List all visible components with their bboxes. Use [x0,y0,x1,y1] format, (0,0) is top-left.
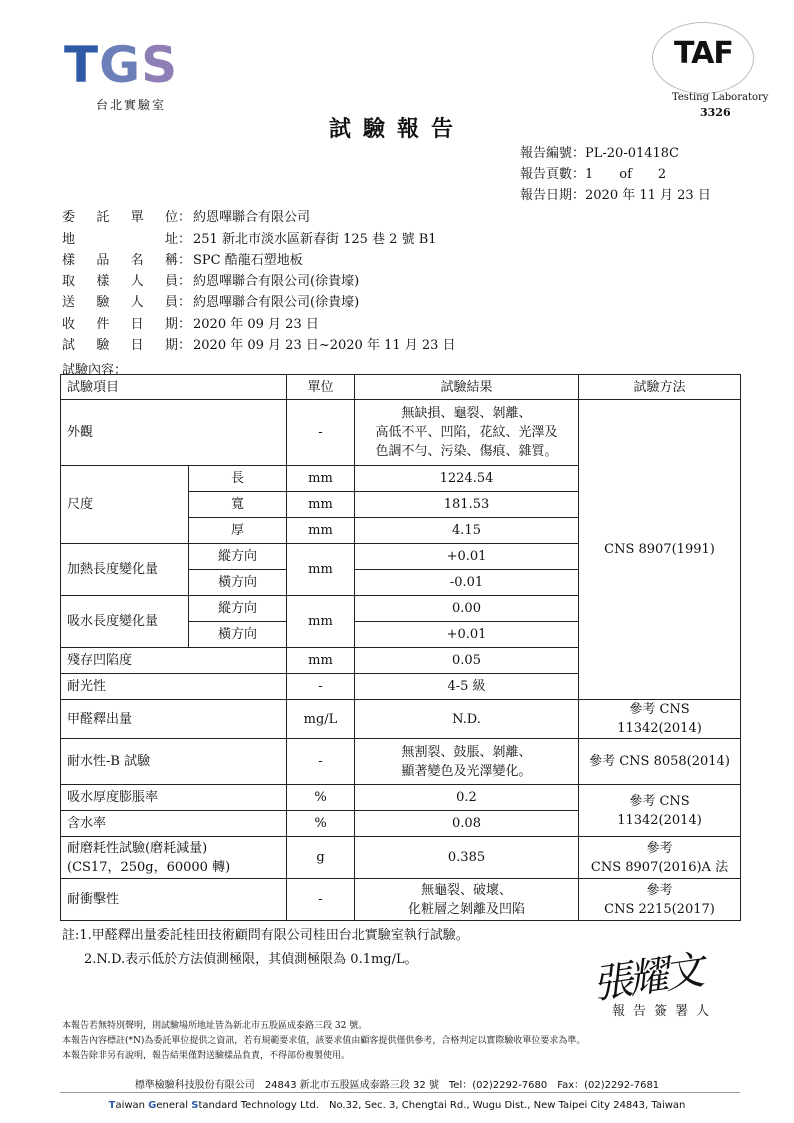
label-char: 人 [130,295,144,310]
result-line: 顯著變色及光澤變化。 [401,763,532,779]
method-line: 參考 [646,840,673,856]
result-cell: 181.53 [355,492,579,518]
result-cell: 4-5 級 [355,674,579,700]
result-cell: 4.15 [355,518,579,544]
label-char: 稱 [164,253,178,268]
client-info-label [62,313,178,332]
table-row [61,879,741,921]
label-char: 期 [164,338,178,353]
table-row [61,785,741,811]
disclaimer-1: 本報告若無特別聲明，則試驗場所地址皆為新北市五股區成泰路三段 32 號。 [62,1021,368,1031]
document-title: 試驗報告 [328,116,465,142]
result-line: 無缺損、龜裂、剝離、 [401,406,532,421]
method-cell: 參考 CNS 11342(2014) [579,700,741,739]
unit-cell: - [287,674,355,700]
label-char: 員 [164,295,178,310]
client-info-label [62,206,178,225]
client-info-value: 約恩嗶聯合有限公司 [193,210,311,225]
item-cell: 甲醛釋出量 [61,700,287,739]
label-char: 人 [130,274,144,289]
method-cell: 參考 CNS 11342(2014) [579,785,741,837]
disclaimer-2: 本報告內容標註(*N)為委託單位提供之資訊，若有規範要求值，該要求值由顧客提供僅供參考，合格判定以實際驗收單位要求為準。 [62,1036,586,1046]
result-cell: 0.05 [355,648,579,674]
item-cell: 尺度 [61,466,189,544]
result-cell: 0.2 [355,785,579,811]
unit-cell: mm [287,466,355,492]
item-cell: 加熱長度變化量 [61,544,189,596]
result-line: 化粧層之剝離及凹陷 [407,901,525,917]
disclaimer-3: 本報告除非另有說明，報告結果僅對送驗樣品負責，不得部份複製使用。 [62,1051,351,1061]
method-line: CNS 2215(2017) [604,901,715,917]
label-colon: ： [178,317,192,332]
result-cell: 1224.54 [355,466,579,492]
label-char: 品 [96,253,110,268]
tgs-logo: TGS [64,36,179,94]
result-cell: +0.01 [355,544,579,570]
footer-word: tandard Technology Ltd. [198,1100,319,1111]
unit-cell: - [287,400,355,466]
header-unit: 單位 [287,375,355,400]
label-char: 單 [130,210,144,225]
client-info-value: 約恩嗶聯合有限公司(徐貴壕) [193,274,360,289]
report-pages: 報告頁數：1 of 2 [520,167,667,182]
label-char: 名 [130,253,144,268]
result-cell: +0.01 [355,622,579,648]
client-info-row [62,291,359,310]
client-info-row [62,228,437,247]
client-info-label [62,228,178,247]
label-colon: ： [178,338,192,353]
client-info-value: 2020 年 09 月 23 日 [193,317,319,332]
table-row [61,837,741,879]
label-char: 位 [164,210,178,225]
footer-address: No.32, Sec. 3, Chengtai Rd., Wugu Dist., New Taipei City 24843, Taiwan [318,1100,686,1111]
label-char: 收 [62,317,76,332]
label-char: 期 [164,317,178,332]
client-info-row [62,334,456,353]
accreditation-label: Testing Laboratory [672,92,769,103]
sub-item-cell: 長 [189,466,287,492]
note-2: 2.N.D.表示低於方法偵測極限，其偵測極限為 0.1mg/L。 [84,952,418,967]
label-char: 送 [62,295,76,310]
method-line: 參考 [646,882,673,898]
label-colon: ： [178,295,192,310]
taf-logo: TAF [674,36,733,71]
item-cell: 殘存凹陷度 [61,648,287,674]
label-colon: ： [178,210,192,225]
label-char: 委 [62,210,76,225]
label-char: 地 [62,232,76,247]
results-table [60,374,741,921]
signatory-label: 報告簽署人 [612,1004,718,1019]
lab-subtitle: 台北實驗室 [96,98,167,112]
result-line: 色調不勻、污染、傷痕、雜質。 [375,444,558,459]
client-info-value: 約恩嗶聯合有限公司(徐貴壕) [193,295,360,310]
header-result: 試驗結果 [355,375,579,400]
label-char: 員 [164,274,178,289]
unit-cell: - [287,739,355,785]
client-info-value: 2020 年 09 月 23 日~2020 年 11 月 23 日 [193,338,456,353]
signature: 張耀文 [589,947,704,1009]
client-info-value: 251 新北市淡水區新春街 125 巷 2 號 B1 [193,232,437,247]
result-cell [355,739,579,785]
report-date: 報告日期：2020 年 11 月 23 日 [520,188,711,203]
result-cell: N.D. [355,700,579,739]
table-row [61,400,741,466]
client-info-label [62,291,178,310]
unit-cell: mm [287,492,355,518]
client-info-label [62,270,178,289]
client-info-label [62,334,178,353]
header-method: 試驗方法 [579,375,741,400]
label-char: 樣 [62,253,76,268]
accreditation-number: 3326 [700,106,731,119]
report-number: 報告編號：PL-20-01418C [520,146,680,161]
table-row [61,700,741,739]
method-cell: 參考 CNS 8058(2014) [579,739,741,785]
footer-english [0,1096,794,1111]
label-char: 試 [62,338,76,353]
result-cell [355,879,579,921]
item-cell: 耐水性-B 試驗 [61,739,287,785]
unit-cell: g [287,837,355,879]
unit-cell: mm [287,596,355,648]
result-cell: 0.385 [355,837,579,879]
sub-item-cell: 橫方向 [189,570,287,596]
footer-initial: T [108,1100,116,1111]
method-line: CNS 8907(2016)A 法 [590,859,729,875]
unit-cell: % [287,811,355,837]
label-char [131,228,144,247]
unit-cell: mm [287,518,355,544]
sub-item-cell: 橫方向 [189,622,287,648]
footer-initial: S [191,1100,199,1111]
label-colon: ： [178,274,192,289]
footer-word: aiwan [115,1100,149,1111]
label-char: 驗 [96,295,110,310]
item-cell: 含水率 [61,811,287,837]
label-char: 日 [130,338,144,353]
header-item: 試驗項目 [61,375,287,400]
label-char [96,228,109,247]
result-line: 無龜裂、破壞、 [420,882,512,898]
item-cell: 吸水長度變化量 [61,596,189,648]
label-char: 託 [96,210,110,225]
unit-cell: mm [287,648,355,674]
label-char: 驗 [96,338,110,353]
result-line: 高低不平、凹陷，花紋、光澤及 [375,425,558,440]
sub-item-cell: 寬 [189,492,287,518]
client-info-row [62,313,319,332]
footer-divider [60,1092,740,1093]
label-char: 日 [130,317,144,332]
item-cell [61,837,287,879]
unit-cell: - [287,879,355,921]
unit-cell: mg/L [287,700,355,739]
label-char: 件 [96,317,110,332]
unit-cell: mm [287,544,355,596]
sub-item-cell: 縱方向 [189,544,287,570]
method-cell [579,837,741,879]
result-line: 無割裂、鼓脹、剝離、 [401,744,532,760]
label-colon: ： [178,253,192,268]
method-cell [579,879,741,921]
table-header-row [61,375,741,400]
item-cell: 外觀 [61,400,287,466]
footer-chinese: 標準檢驗科技股份有限公司 24843 新北市五股區成泰路三段 32 號 Tel：(02)2292-7680 Fax：(02)2292-7681 [134,1080,660,1091]
item-cell: 耐光性 [61,674,287,700]
client-info-row [62,206,310,225]
client-info-label [62,249,178,268]
result-cell [355,400,579,466]
method-cell: CNS 8907(1991) [579,400,741,700]
content-label: 試驗內容： [62,363,128,378]
client-info-value: SPC 酷龍石塑地板 [193,253,303,268]
footer-word: eneral [156,1100,192,1111]
item-line: (CS17，250g，60000 轉) [67,859,231,875]
item-cell: 耐衝擊性 [61,879,287,921]
result-cell: -0.01 [355,570,579,596]
label-char: 址 [164,232,178,247]
client-info-row [62,249,303,268]
unit-cell: % [287,785,355,811]
sub-item-cell: 縱方向 [189,596,287,622]
result-cell: 0.00 [355,596,579,622]
label-char: 取 [62,274,76,289]
note-1: 註:1.甲醛釋出量委託桂田技術顧問有限公司桂田台北實驗室執行試驗。 [62,928,469,943]
footer-initial: G [148,1100,157,1111]
item-cell: 吸水厚度膨脹率 [61,785,287,811]
label-char: 樣 [96,274,110,289]
label-colon: ： [178,232,192,247]
table-row [61,739,741,785]
sub-item-cell: 厚 [189,518,287,544]
item-line: 耐磨耗性試驗(磨耗減量) [67,840,208,856]
result-cell: 0.08 [355,811,579,837]
client-info-row [62,270,359,289]
